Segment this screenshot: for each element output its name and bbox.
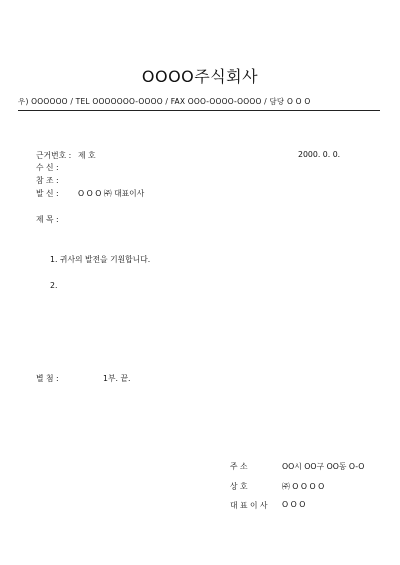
- document-date: 2000. 0. 0.: [298, 150, 341, 159]
- footer-company-value: ㈜ O O O O: [282, 482, 325, 491]
- sender-value: O O O ㈜ 대표이사: [78, 189, 145, 198]
- sender-label: 발 신 :: [36, 189, 59, 198]
- reference-value: 제 호: [78, 151, 96, 160]
- footer-address-value: OO시 OO구 OO동 O-O: [282, 462, 365, 471]
- attachment-value: 1부. 끝.: [103, 374, 131, 383]
- body-item-1: 1. 귀사의 발전을 기원합니다.: [50, 255, 151, 264]
- subject-label: 제 목 :: [36, 215, 59, 224]
- body-item-2: 2.: [50, 281, 58, 290]
- attachment-label: 별 첨 :: [36, 374, 59, 383]
- footer-ceo-value: O O O: [282, 500, 306, 509]
- document-title: OOOO주식회사: [141, 67, 259, 86]
- contact-line: 우) OOOOOO / TEL OOOOOOO-OOOO / FAX OOO-OOOO-OOOO / 담당 O O O: [18, 97, 311, 106]
- header-divider: [18, 110, 380, 111]
- cc-label: 참 조 :: [36, 176, 59, 185]
- footer-company-label: 상 호: [230, 482, 248, 491]
- footer-ceo-label: 대 표 이 사: [230, 501, 268, 510]
- recipient-label: 수 신 :: [36, 163, 59, 172]
- reference-label: 근거번호 :: [36, 151, 72, 160]
- footer-address-label: 주 소: [230, 462, 248, 471]
